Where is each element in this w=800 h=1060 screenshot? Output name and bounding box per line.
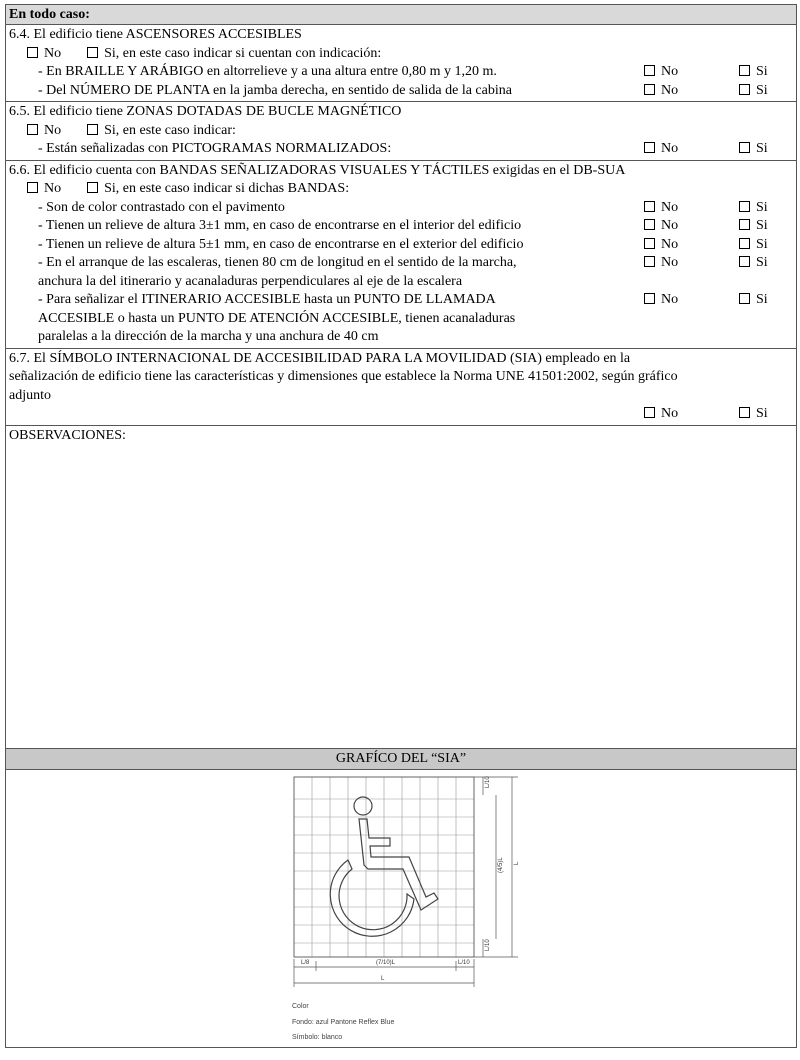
question-row: [9, 140, 796, 159]
question-row: [9, 82, 796, 101]
question-text: - Para señalizar el ITINERARIO ACCESIBLE hasta un PUNTO DE LLAMADA: [38, 292, 496, 307]
question-row: [9, 63, 796, 82]
answer-row: [9, 405, 796, 424]
checkbox-icon[interactable]: [87, 124, 98, 135]
section-6-7: [6, 349, 796, 426]
checkbox-icon[interactable]: [739, 293, 750, 304]
question-text-continued: anchura la del itinerario y acanaladuras perpendiculares al eje de la escalera: [38, 273, 463, 289]
dim-label-l10-bottom: L/10: [485, 939, 491, 951]
accessibility-form: [5, 4, 797, 753]
option-si[interactable]: Si: [739, 291, 768, 310]
question-row: [9, 254, 796, 273]
section-title: 6.5. El edificio tiene ZONAS DOTADAS DE BUCLE MAGNÉTICO: [9, 104, 402, 119]
option-si[interactable]: Si: [739, 236, 768, 255]
observations-label: OBSERVACIONES:: [9, 427, 126, 443]
section-text: adjunto: [9, 387, 51, 403]
question-text: - Tienen un relieve de altura 3±1 mm, en caso de encontrarse en el interior del edificio: [38, 218, 522, 233]
question-text: - Tienen un relieve de altura 5±1 mm, en caso de encontrarse en el exterior del edificio: [38, 236, 524, 252]
question-text-continued: paralelas a la dirección de la marcha y una anchura de 40 cm: [38, 329, 379, 344]
checkbox-icon[interactable]: [739, 201, 750, 212]
option-si[interactable]: Si, en este caso indicar:: [87, 122, 236, 141]
sia-grid: [294, 777, 474, 957]
question-text: - Del NÚMERO DE PLANTA en la jamba derecha, en sentido de salida de la cabina: [38, 82, 512, 98]
question-row: [9, 217, 796, 236]
option-no[interactable]: No: [644, 199, 678, 218]
dim-label-l45: (4/5)L: [498, 857, 504, 873]
section-title: 6.7. El SÍMBOLO INTERNACIONAL DE ACCESIBILIDAD PARA LA MOVILIDAD (SIA) empleado en la: [9, 350, 631, 366]
observations-field[interactable]: [9, 445, 796, 751]
question-text: - En el arranque de las escaleras, tienen 80 cm de longitud en el sentido de la marcha,: [38, 255, 517, 270]
option-si[interactable]: Si: [739, 254, 768, 273]
section-text: señalización de edificio tiene las características y dimensiones que establece la Norma UNE 41501:2002, según gráfico: [9, 369, 678, 384]
checkbox-icon[interactable]: [644, 293, 655, 304]
option-no[interactable]: No: [644, 254, 678, 273]
dim-label-l710: (7/10)L: [376, 960, 396, 966]
question-text: - Están señalizadas con PICTOGRAMAS NORMALIZADOS:: [38, 141, 392, 156]
checkbox-icon[interactable]: [644, 84, 655, 95]
answer-row: [9, 122, 796, 141]
section-title: 6.6. El edificio cuenta con BANDAS SEÑALIZADORAS VISUALES Y TÁCTILES exigidas en el DB-SUA: [9, 162, 626, 178]
option-si[interactable]: Si: [739, 140, 768, 159]
option-si[interactable]: Si: [739, 217, 768, 236]
checkbox-icon[interactable]: [27, 182, 38, 193]
checkbox-icon[interactable]: [27, 124, 38, 135]
dim-label-l-bottom: L: [381, 976, 385, 982]
dim-label-l10-right: L/10: [458, 960, 470, 966]
form-header: En todo caso:: [6, 5, 796, 25]
caption-background: Fondo: azul Pantone Reflex Blue: [292, 1019, 395, 1026]
dimension-lines: [294, 777, 518, 987]
checkbox-icon[interactable]: [27, 47, 38, 58]
section-6-5: [6, 102, 796, 161]
sia-figure: [286, 773, 526, 1043]
checkbox-icon[interactable]: [644, 201, 655, 212]
option-no[interactable]: No: [644, 63, 678, 82]
sia-title: GRAFÍCO DEL “SIA”: [6, 749, 796, 770]
option-no[interactable]: No: [644, 82, 678, 101]
option-si[interactable]: Si, en este caso indicar si cuentan con indicación:: [87, 45, 381, 64]
option-no[interactable]: No: [27, 122, 61, 141]
option-si[interactable]: Si, en este caso indicar si dichas BANDAS:: [87, 180, 349, 199]
checkbox-icon[interactable]: [644, 407, 655, 418]
checkbox-icon[interactable]: [739, 407, 750, 418]
option-no[interactable]: No: [644, 140, 678, 159]
checkbox-icon[interactable]: [644, 65, 655, 76]
section-6-4: [6, 25, 796, 102]
option-no[interactable]: No: [27, 45, 61, 64]
dim-label-l10-top: L/10: [485, 776, 491, 788]
sia-panel: [5, 748, 797, 1048]
option-no[interactable]: No: [644, 291, 678, 310]
option-si[interactable]: Si: [739, 63, 768, 82]
question-row: [9, 199, 796, 218]
option-si[interactable]: Si: [739, 405, 768, 424]
checkbox-icon[interactable]: [739, 84, 750, 95]
checkbox-icon[interactable]: [739, 256, 750, 267]
checkbox-icon[interactable]: [644, 142, 655, 153]
checkbox-icon[interactable]: [644, 256, 655, 267]
dim-label-l8: L/8: [301, 960, 310, 966]
answer-row: [9, 45, 796, 64]
question-text-continued: ACCESIBLE o hasta un PUNTO DE ATENCIÓN ACCESIBLE, tienen acanaladuras: [38, 310, 516, 326]
checkbox-icon[interactable]: [739, 142, 750, 153]
option-si[interactable]: Si: [739, 199, 768, 218]
question-text: - En BRAILLE Y ARÁBIGO en altorrelieve y a una altura entre 0,80 m y 1,20 m.: [38, 64, 497, 79]
answer-row: [9, 180, 796, 199]
observations-section: [6, 426, 796, 753]
checkbox-icon[interactable]: [739, 238, 750, 249]
question-row: [9, 291, 796, 310]
option-si[interactable]: Si: [739, 82, 768, 101]
question-text: - Son de color contrastado con el pavimento: [38, 199, 285, 215]
option-no[interactable]: No: [644, 405, 678, 424]
checkbox-icon[interactable]: [87, 47, 98, 58]
checkbox-icon[interactable]: [644, 238, 655, 249]
option-no[interactable]: No: [27, 180, 61, 199]
question-row: [9, 236, 796, 255]
caption-color: Color: [292, 1003, 309, 1010]
checkbox-icon[interactable]: [739, 219, 750, 230]
section-title: 6.4. El edificio tiene ASCENSORES ACCESIBLES: [9, 27, 302, 42]
checkbox-icon[interactable]: [739, 65, 750, 76]
section-6-6: [6, 161, 796, 349]
sia-diagram: [286, 773, 526, 1043]
dim-label-l-right: L: [514, 861, 520, 865]
checkbox-icon[interactable]: [644, 219, 655, 230]
checkbox-icon[interactable]: [87, 182, 98, 193]
option-no[interactable]: No: [644, 236, 678, 255]
caption-symbol: Símbolo: blanco: [292, 1034, 343, 1041]
option-no[interactable]: No: [644, 217, 678, 236]
